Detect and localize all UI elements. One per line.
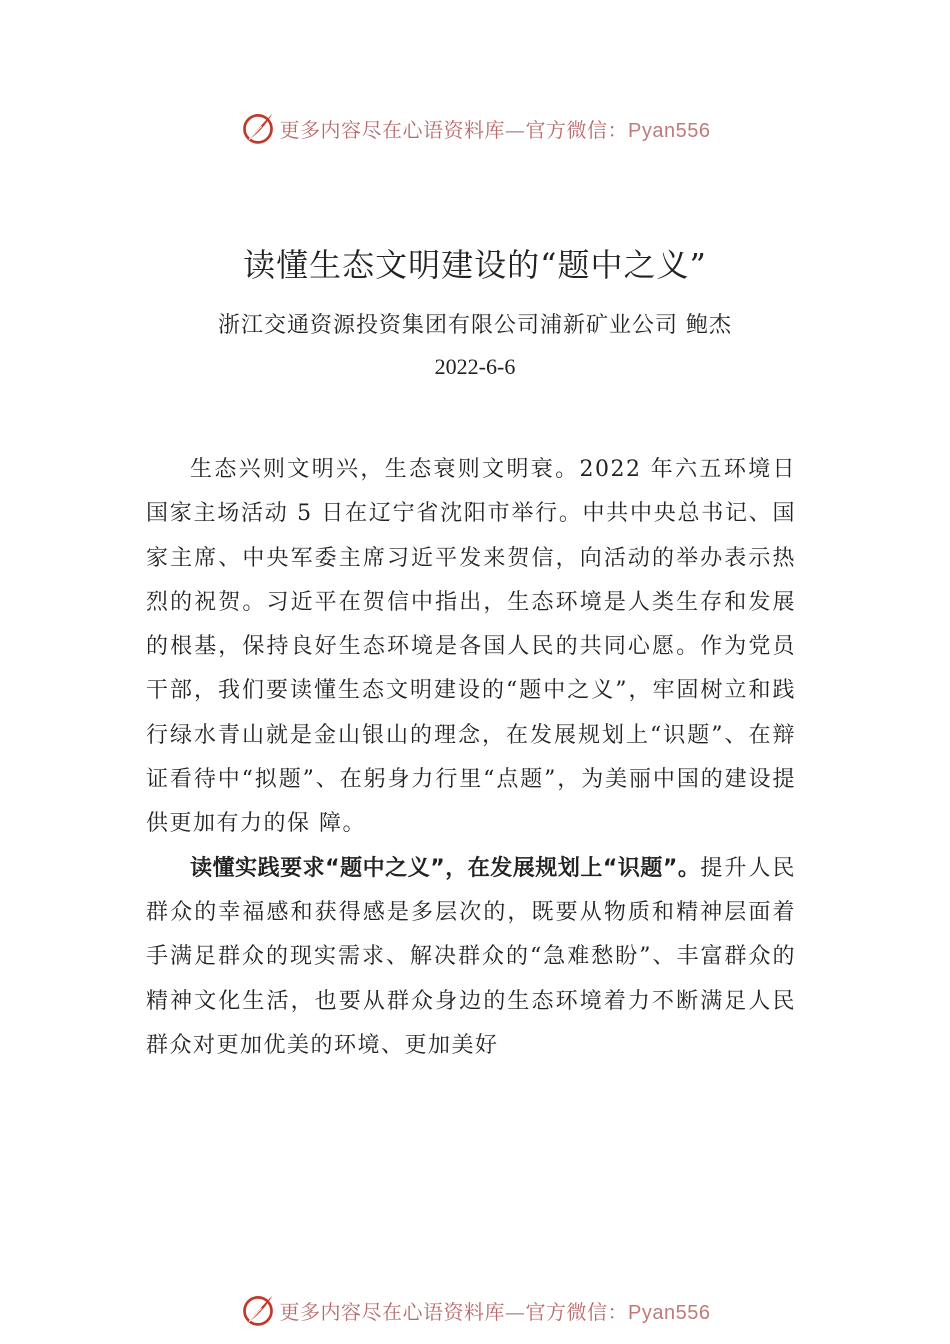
watermark-site-name: 更多内容尽在心语资料库 (279, 117, 506, 142)
header-watermark-banner (0, 108, 950, 148)
watermark-wechat-label: 官方微信： (525, 1299, 629, 1324)
document-date: 2022-6-6 (434, 354, 516, 379)
watermark-dash: — (505, 117, 526, 142)
watermark-site-name: 更多内容尽在心语资料库 (279, 1299, 506, 1324)
paragraph-section-one (146, 847, 796, 1068)
paragraph-intro: 生态兴则文明兴，生态衰则文明衰。2022 年六五环境日国家主场活动 5 日在辽宁省沈阳市举行。中共中央总书记、国家主席、中央军委主席习近平发来贺信，向活动的举办表示热烈的祝贺。习近平在贺信中指出，生态环境是人类生存和发展的根基，保持良好生态环境是各国人民的共同心愿。作为党员干部，我们要读懂生态文明建设的“题中之义”，牢固树立和践行绿水青山就是金山银山的理念，在发展规划上“识题”、在辩证看待中“拟题”、在躬身力行里“点题”，为美丽中国的建设提供更加有力的保 障。 (146, 457, 796, 837)
watermark-text (280, 1296, 711, 1325)
watermark-dash: — (505, 1299, 526, 1324)
quill-pen-logo-icon (240, 1292, 276, 1328)
watermark-wechat-handle: Pyan556 (628, 119, 711, 142)
quill-pen-logo-icon (240, 110, 276, 146)
watermark-wechat-handle: Pyan556 (628, 1301, 711, 1324)
watermark-text (280, 114, 711, 143)
document-title: 读懂生态文明建设的“题中之义” (243, 246, 707, 284)
document-body (146, 448, 796, 1068)
watermark-wechat-label: 官方微信： (525, 117, 629, 142)
footer-watermark-banner (0, 1290, 950, 1330)
section-heading-lead: 读懂实践要求“题中之义”，在发展规划上“识题”。 (190, 855, 701, 881)
section-one-text: 提升人民群众的幸福感和获得感是多层次的，既要从物质和精神层面着手满足群众的现实需求、解决群众的“急难愁盼”、丰富群众的精神文化生活，也要从群众身边的生态环境着力不断满足人民群众对更加优美的环境、更加美好 (146, 855, 796, 1058)
document-author: 浙江交通资源投资集团有限公司浦新矿业公司 鲍杰 (218, 313, 732, 338)
